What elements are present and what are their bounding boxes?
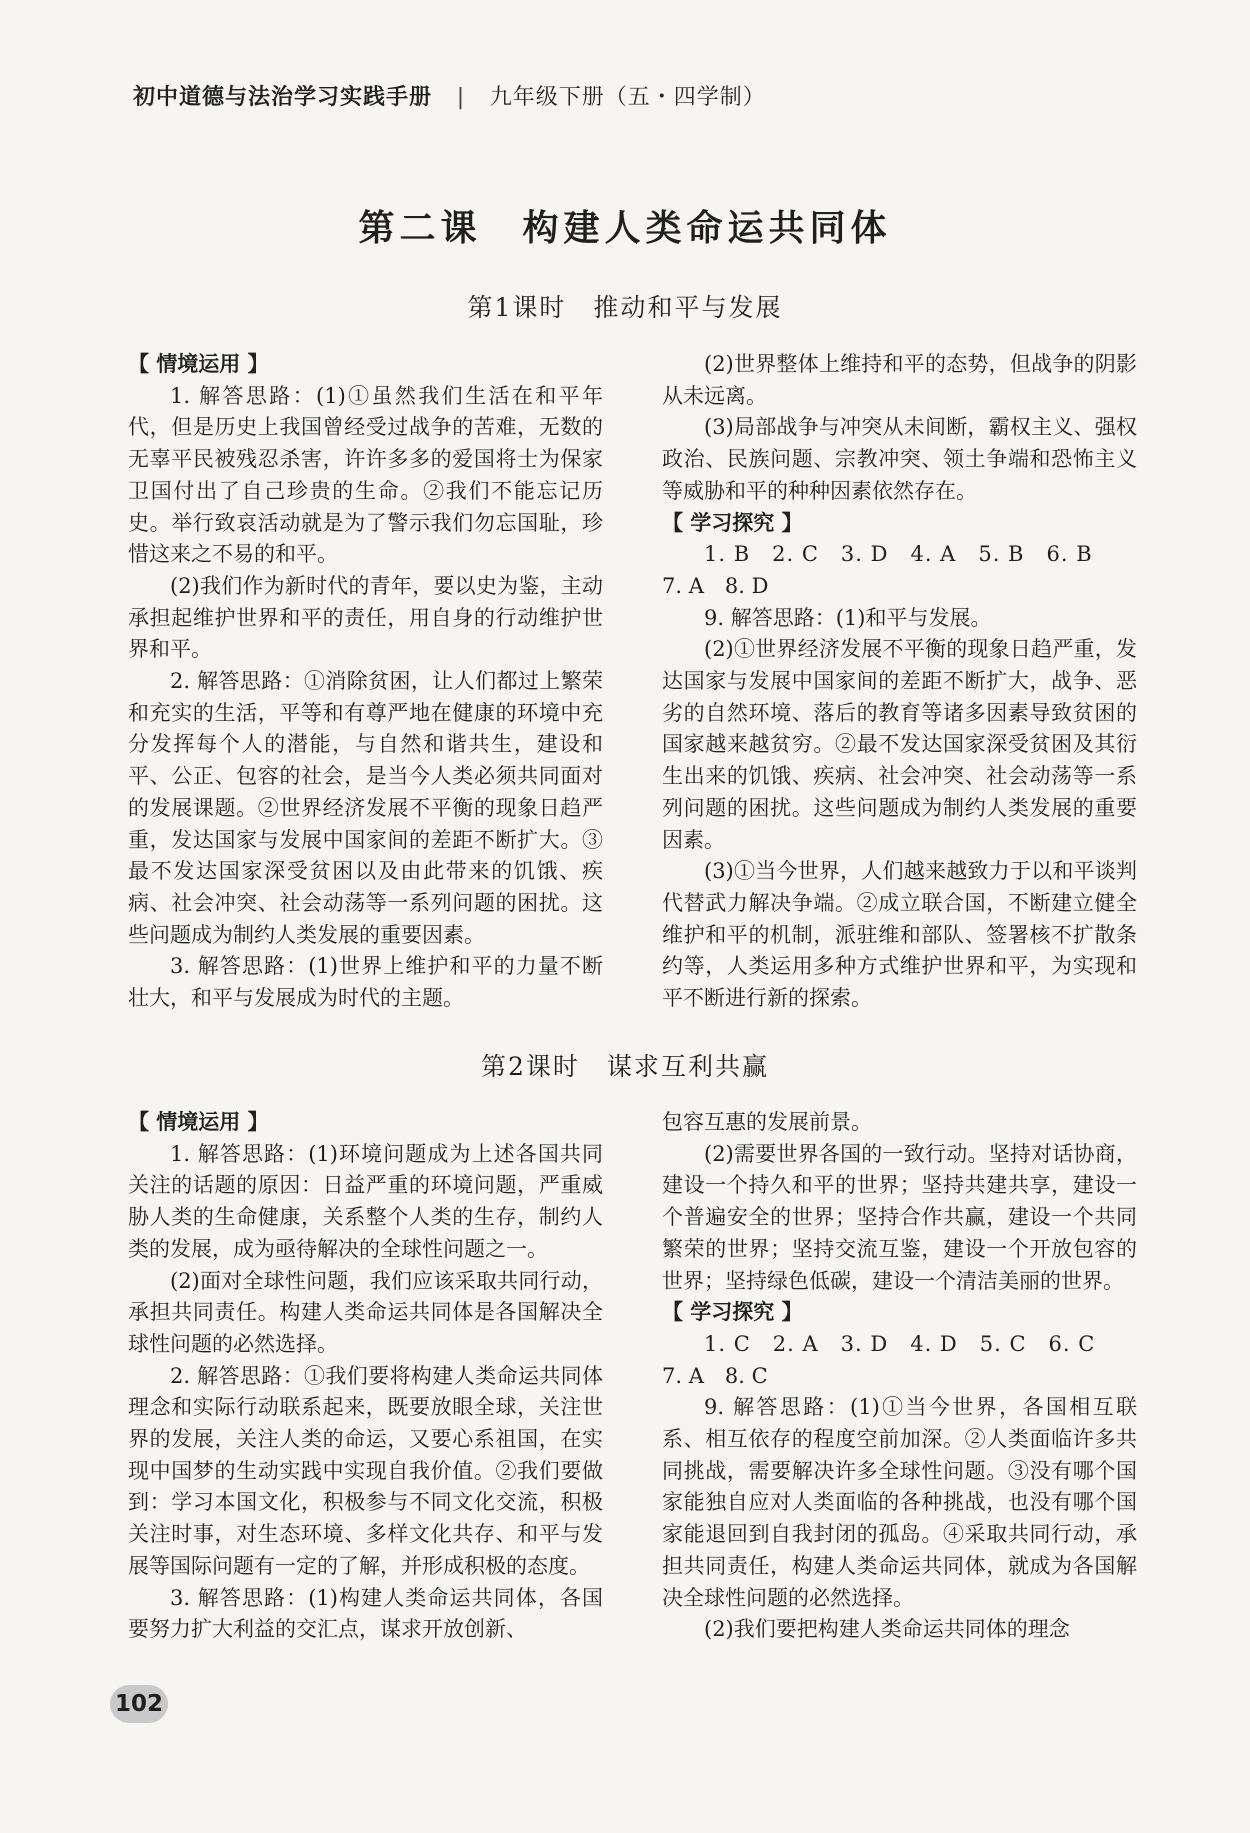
answer-paragraph: 9. 解答思路：(1)和平与发展。 [704,605,992,630]
answer-paragraph: (2)我们作为新时代的青年，要以史为鉴，主动承担起维护世界和平的责任，用自身的行动维护世界和平。 [128,573,603,662]
answer-paragraph: 1. 解答思路：(1)环境问题成为上述各国共同关注的话题的原因：日益严重的环境问题，严重威胁人类的生命健康，关系整个人类的生存，制约人类的发展，成为亟待解决的全球性问题之一。 [128,1141,603,1261]
book-title: 初中道德与法治学习实践手册 [133,85,433,110]
lesson-1-title: 第1课时 推动和平与发展 [467,293,783,322]
answer-paragraph: 1. 解答思路：(1)①虽然我们生活在和平年代，但是历史上我国曾经受过战争的苦难，无数的无辜平民被残忍杀害，许许多多的爱国将士为保家卫国付出了自己珍贵的生命。②我们不能忘记历史。举行致哀活动就是为了警示我们勿忘国耻，珍惜这来之不易的和平。 [128,383,603,567]
section-heading: 【 情境运用 】 [128,352,269,376]
answer-paragraph: 包容互惠的发展前景。 [662,1110,872,1134]
grade-label: 九年级下册（五・四学制） [489,85,766,110]
answer-paragraph: (2)世界整体上维持和平的态势，但战争的阴影从未远离。 [662,352,1137,408]
answer-paragraph: (3)局部战争与冲突从未间断，霸权主义、强权政治、民族问题、宗教冲突、领土争端和恐怖主义等威胁和平的种种因素依然存在。 [662,415,1137,503]
section-heading: 【 学习探究 】 [662,1300,803,1325]
answer-paragraph: 1. B 2. C 3. D 4. A 5. B 6. B [704,542,1093,567]
answer-paragraph: 2. 解答思路：①消除贫困，让人们都过上繁荣和充实的生活，平等和有尊严地在健康的环境中充分发挥每个人的潜能，与自然和谐共生，建设和平、公正、包容的社会，是当今人类必须共同面对的发展课题。②世界经济发展不平衡的现象日趋严重，发达国家与发展中国家间的差距不断扩大。③最不发达国家深受贫困以及由此带来的饥饿、疾病、社会冲突、社会动荡等一系列问题的困扰。这些问题成为制约人类发展的重要因素。 [128,669,603,947]
answer-paragraph: 2. 解答思路：①我们要将构建人类命运共同体理念和实际行动联系起来，既要放眼全球，关注世界的发展，关注人类的命运，又要心系祖国，在实现中国梦的生动实践中实现自我价值。②我们要做到：学习本国文化，积极参与不同文化交流，积极关注时事，对生态环境、多样文化共存、和平与发展等国际问题有一定的了解，并形成积极的态度。 [128,1363,603,1578]
section-heading: 【 情境运用 】 [128,1110,269,1134]
answer-paragraph: 3. 解答思路：(1)构建人类命运共同体，各国要努力扩大利益的交汇点，谋求开放创新、 [128,1585,603,1642]
answer-paragraph: 7. A 8. D [662,573,769,598]
answer-paragraph: (2)需要世界各国的一致行动。坚持对话协商，建设一个持久和平的世界；坚持共建共享，建设一个普遍安全的世界；坚持合作共赢，建设一个共同繁荣的世界；坚持交流互鉴，建设一个开放包容的世界；坚持绿色低碳，建设一个清洁美丽的世界。 [662,1141,1137,1293]
page-number: 102 [110,1685,168,1723]
answer-paragraph: 1. C 2. A 3. D 4. D 5. C 6. C [704,1331,1096,1356]
answer-paragraph: 3. 解答思路：(1)世界上维护和平的力量不断壮大，和平与发展成为时代的主题。 [128,954,603,1011]
answer-paragraph: (3)①当今世界，人们越来越致力于以和平谈判代替武力解决争端。②成立联合国，不断建立健全维护和平的机制，派驻维和部队、签署核不扩散条约等，人类运用多种方式维护世界和平，为实现和平不断进行新的探索。 [662,859,1137,1011]
running-header [133,80,1133,111]
chapter-title: 第二课 构建人类命运共同体 [358,207,892,249]
section-heading: 【 学习探究 】 [662,510,803,535]
answer-paragraph: (2)面对全球性问题，我们应该采取共同行动，承担共同责任。构建人类命运共同体是各国解决全球性问题的必然选择。 [128,1268,603,1356]
lesson-1-right-column [662,349,1137,1015]
answer-paragraph: (2)①世界经济发展不平衡的现象日趋严重，发达国家与发展中国家间的差距不断扩大，战争、恶劣的自然环境、落后的教育等诸多因素导致贫困的国家越来越贫穷。②最不发达国家深受贫困及其衍生出来的饥饿、疾病、社会冲突、社会动荡等一系列问题的困扰。这些问题成为制约人类发展的重要因素。 [662,637,1137,852]
lesson-2-title: 第2课时 谋求互利共赢 [481,1052,769,1081]
answer-paragraph: 9. 解答思路：(1)①当今世界，各国相互联系、相互依存的程度空前加深。②人类面临许多共同挑战，需要解决许多全球性问题。③没有哪个国家能独自应对人类面临的各种挑战，也没有哪个国家能退回到自我封闭的孤岛。④采取共同行动，承担共同责任，构建人类命运共同体，就成为各国解决全球性问题的必然选择。 [662,1395,1137,1610]
lesson-2-left-column [128,1107,603,1646]
answer-paragraph: 7. A 8. C [662,1363,768,1388]
lesson-1-left-column [128,349,603,1015]
lesson-2-right-column [662,1107,1137,1646]
answer-paragraph: (2)我们要把构建人类命运共同体的理念 [704,1617,1070,1642]
header-separator: | [456,85,466,110]
